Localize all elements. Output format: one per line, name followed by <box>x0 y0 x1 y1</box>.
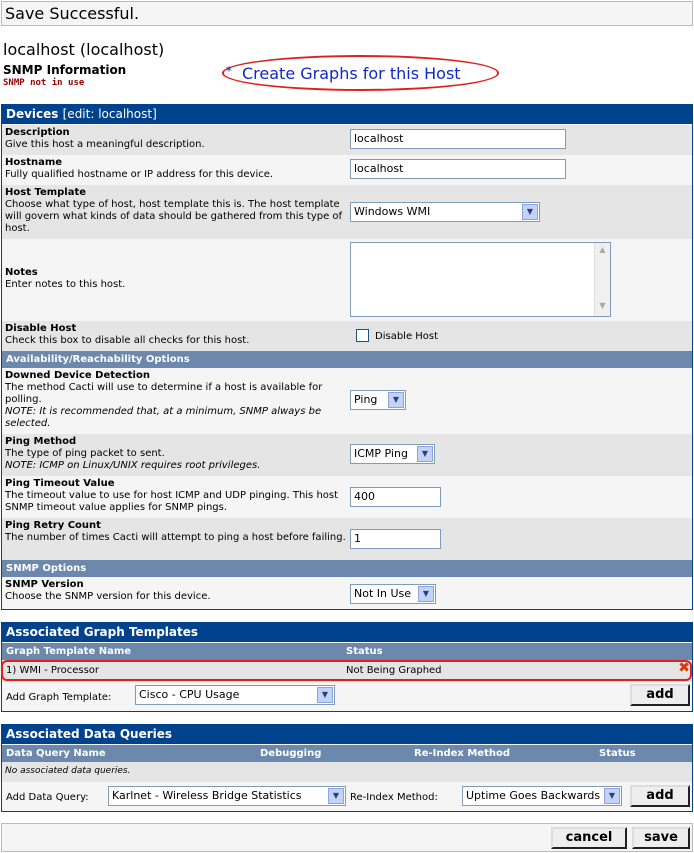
ping-timeout-input[interactable]: 400 <box>350 487 441 507</box>
disable-host-help: Check this box to disable all checks for this host. <box>5 335 250 346</box>
snmp-version-row <box>2 577 692 609</box>
availability-header: Availability/Reachability Options <box>2 351 692 368</box>
notes-scrollbar[interactable] <box>594 243 610 316</box>
data-queries-panel <box>1 724 693 812</box>
scroll-down-icon[interactable]: ▼ <box>599 301 606 310</box>
save-status-text: Save Successful. <box>5 4 140 23</box>
description-label: Description <box>5 127 70 138</box>
ping-method-help: The type of ping packet to sent. <box>5 448 165 459</box>
graph-templates-columns <box>2 643 692 660</box>
data-queries-columns <box>2 745 692 762</box>
snmp-version-select[interactable] <box>350 584 436 604</box>
create-graphs-link[interactable] <box>222 55 499 91</box>
downed-detection-label: Downed Device Detection <box>5 370 150 381</box>
link-star: * <box>226 64 232 78</box>
chevron-down-icon: ▼ <box>417 446 433 462</box>
col-status: Status <box>599 748 636 759</box>
chevron-down-icon: ▼ <box>328 788 344 804</box>
downed-detection-help: The method Cacti will use to determine if a host is available for polling. <box>5 382 323 405</box>
ping-method-label: Ping Method <box>5 436 77 447</box>
disable-host-checkbox-label[interactable]: Disable Host <box>375 331 439 342</box>
delete-x-icon[interactable]: ✖ <box>678 660 690 676</box>
chevron-down-icon: ▼ <box>522 204 538 220</box>
hostname-input[interactable]: localhost <box>350 159 566 179</box>
graph-template-name: 1) WMI - Processor <box>6 665 100 676</box>
col-reindex-method: Re-Index Method <box>414 748 511 759</box>
data-queries-header: Associated Data Queries <box>2 725 692 744</box>
graph-template-status: Not Being Graphed <box>346 665 442 676</box>
host-template-help: Choose what type of host, host template this is. The host template will govern what kinds of data should be gathered from this type of host. <box>5 199 343 234</box>
add-data-query-label: Add Data Query: <box>6 792 89 803</box>
downed-detection-row <box>2 368 692 434</box>
hostname-label: Hostname <box>5 157 63 168</box>
chevron-down-icon: ▼ <box>317 687 333 703</box>
col-status: Status <box>346 646 383 657</box>
add-graph-template-value: Cisco - CPU Usage <box>139 688 240 701</box>
snmp-version-label: SNMP Version <box>5 579 84 590</box>
devices-title: Devices <box>6 107 59 121</box>
description-row <box>2 125 692 155</box>
save-button[interactable]: save <box>632 827 690 849</box>
save-status-banner <box>1 1 693 26</box>
ping-method-row <box>2 434 692 476</box>
ping-timeout-label: Ping Timeout Value <box>5 478 115 489</box>
create-graphs-link-text[interactable]: Create Graphs for this Host <box>242 64 461 83</box>
hostname-help: Fully qualified hostname or IP address for this device. <box>5 169 274 180</box>
no-data-queries-text: No associated data queries. <box>5 766 131 776</box>
host-template-row <box>2 185 692 239</box>
ping-retry-label: Ping Retry Count <box>5 520 101 531</box>
ping-timeout-help: The timeout value to use for host ICMP and UDP pinging. This host SNMP timeout value applies for SNMP pings. <box>5 490 339 513</box>
edit-host-link[interactable]: [edit: localhost] <box>62 107 157 121</box>
page-title: localhost (localhost) <box>3 40 165 59</box>
ping-method-value: ICMP Ping <box>354 447 408 460</box>
highlight-annotation <box>1 660 692 681</box>
add-graph-template-row <box>2 682 692 711</box>
host-template-value: Windows WMI <box>354 205 431 218</box>
col-graph-template-name: Graph Template Name <box>6 646 132 657</box>
downed-detection-note: NOTE: It is recommended that, at a minimum, SNMP always be selected. <box>5 406 322 429</box>
reindex-method-select[interactable] <box>462 786 622 806</box>
notes-row <box>2 239 692 321</box>
add-data-query-row <box>2 782 692 811</box>
footer-bar <box>1 823 693 852</box>
notes-label: Notes <box>5 267 38 278</box>
col-data-query-name: Data Query Name <box>6 748 106 759</box>
add-data-query-select[interactable] <box>108 786 346 806</box>
graph-templates-panel <box>1 622 693 712</box>
chevron-down-icon: ▼ <box>604 788 620 804</box>
empty-row <box>2 762 692 782</box>
devices-panel <box>1 104 693 610</box>
ping-timeout-row <box>2 476 692 518</box>
snmp-options-header: SNMP Options <box>2 560 692 577</box>
notes-textarea[interactable] <box>350 242 611 317</box>
add-data-query-value: Karlnet - Wireless Bridge Statistics <box>112 789 302 802</box>
reindex-method-label: Re-Index Method: <box>350 792 438 803</box>
description-input[interactable]: localhost <box>350 129 566 149</box>
devices-panel-header <box>2 105 692 124</box>
add-graph-template-select[interactable] <box>135 685 335 705</box>
add-data-query-button[interactable]: add <box>630 785 690 807</box>
col-debugging: Debugging <box>260 748 322 759</box>
disable-host-label: Disable Host <box>5 323 77 334</box>
disable-host-checkbox[interactable] <box>356 329 369 342</box>
snmp-version-value: Not In Use <box>354 587 412 600</box>
host-template-select[interactable] <box>350 202 540 222</box>
snmp-version-help: Choose the SNMP version for this device. <box>5 591 211 602</box>
notes-help: Enter notes to this host. <box>5 279 126 290</box>
ping-retry-input[interactable]: 1 <box>350 529 441 549</box>
graph-templates-header: Associated Graph Templates <box>2 623 692 642</box>
downed-detection-value: Ping <box>354 393 378 406</box>
ping-retry-help: The number of times Cacti will attempt to ping a host before failing. <box>5 532 346 543</box>
downed-detection-select[interactable] <box>350 390 406 410</box>
scroll-up-icon[interactable]: ▲ <box>599 245 606 254</box>
ping-method-select[interactable] <box>350 444 435 464</box>
add-graph-template-button[interactable]: add <box>630 684 690 706</box>
chevron-down-icon: ▼ <box>418 586 434 602</box>
hostname-row <box>2 155 692 185</box>
snmp-info-label: SNMP Information <box>3 63 127 77</box>
add-graph-template-label: Add Graph Template: <box>6 692 112 703</box>
reindex-method-value: Uptime Goes Backwards <box>466 789 601 802</box>
chevron-down-icon: ▼ <box>388 392 404 408</box>
ping-method-note: NOTE: ICMP on Linux/UNIX requires root privileges. <box>5 460 261 471</box>
ping-retry-row <box>2 518 692 560</box>
cancel-button[interactable]: cancel <box>551 827 627 849</box>
description-help: Give this host a meaningful description. <box>5 139 205 150</box>
snmp-status-text: SNMP not in use <box>3 78 85 88</box>
host-template-label: Host Template <box>5 187 87 198</box>
disable-host-row <box>2 321 692 351</box>
